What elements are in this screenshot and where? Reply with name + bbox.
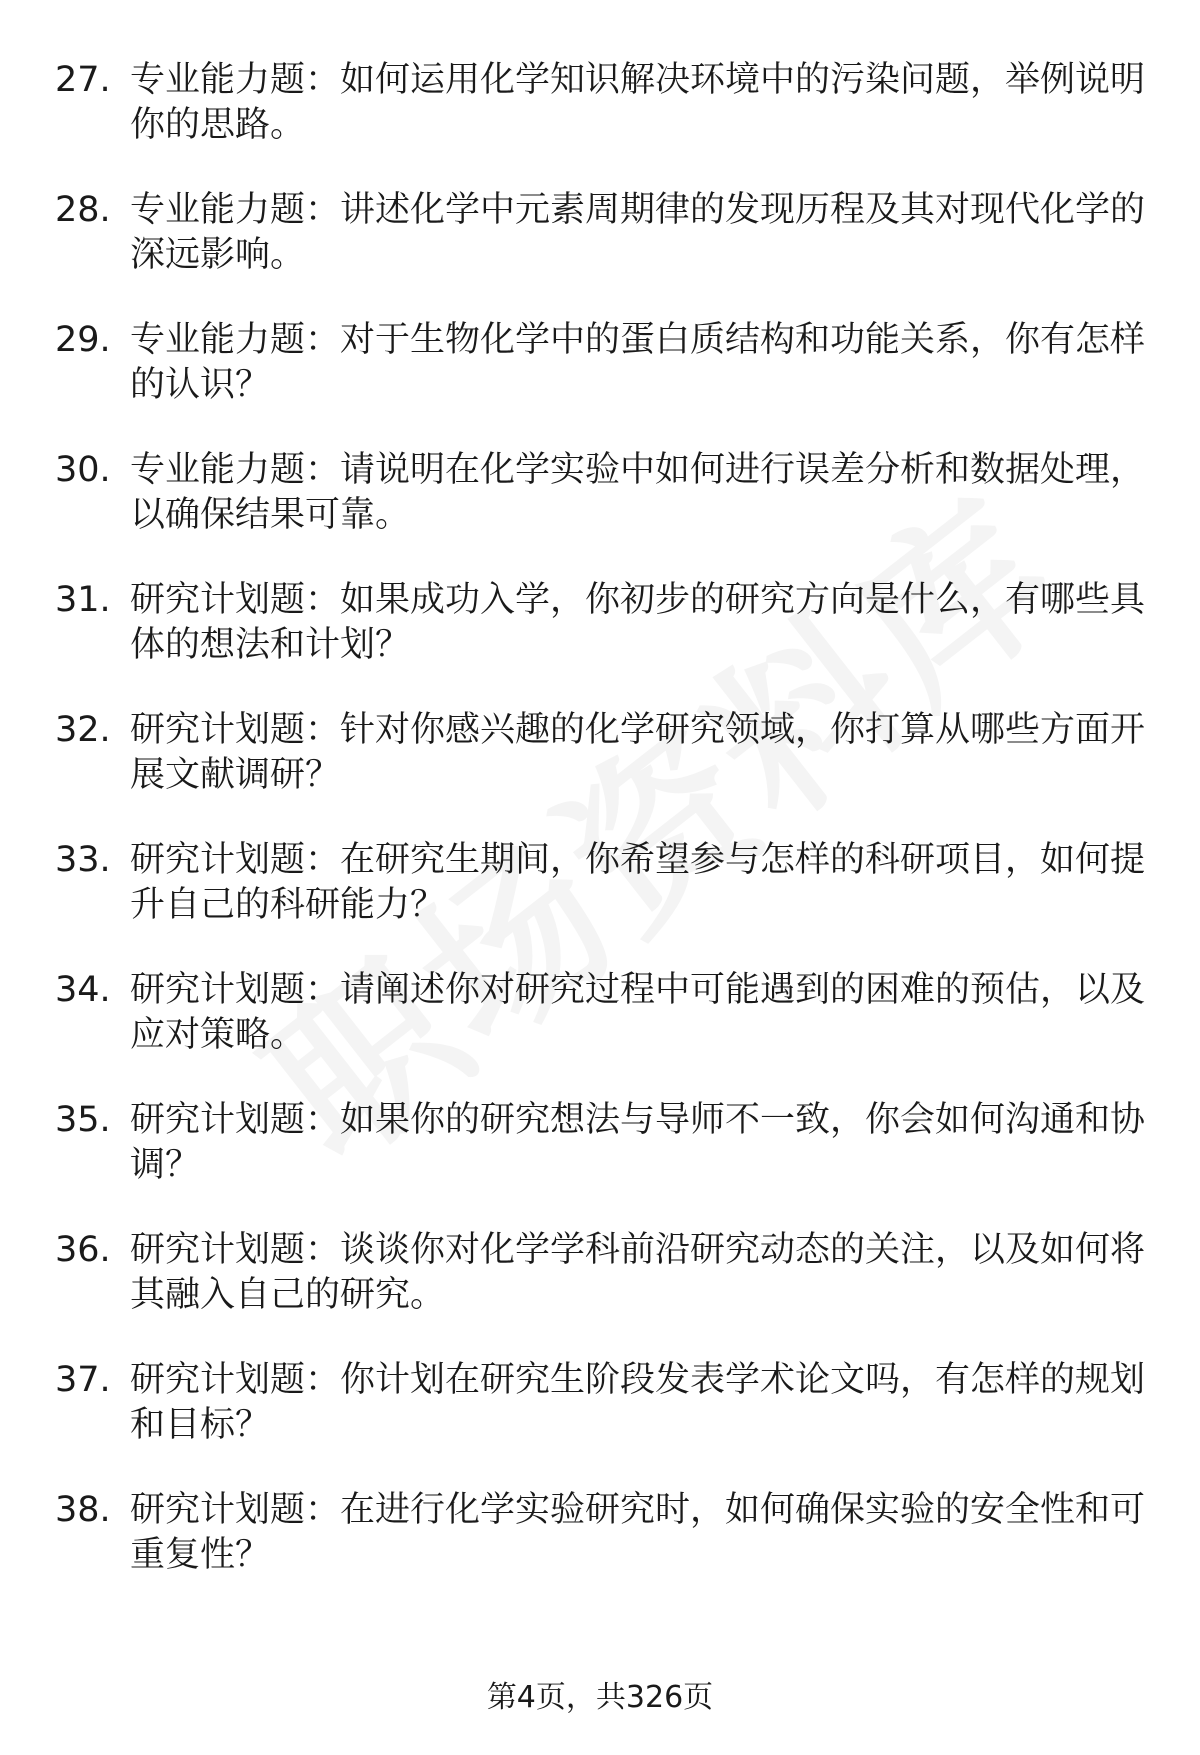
question-text: 研究计划题：在研究生期间，你希望参与怎样的科研项目，如何提升自己的科研能力？: [130, 840, 1146, 925]
question-item: [0, 1358, 1200, 1488]
question-list: [0, 58, 1200, 1618]
question-item: [0, 968, 1200, 1098]
question-number: 34.: [55, 970, 111, 1010]
question-text: 专业能力题：讲述化学中元素周期律的发现历程及其对现代化学的深远影响。: [130, 190, 1146, 275]
question-item: [0, 708, 1200, 838]
question-text: 研究计划题：如果你的研究想法与导师不一致，你会如何沟通和协调？: [130, 1100, 1146, 1185]
question-text: 研究计划题：如果成功入学，你初步的研究方向是什么，有哪些具体的想法和计划？: [130, 580, 1146, 665]
question-text: 研究计划题：谈谈你对化学学科前沿研究动态的关注，以及如何将其融入自己的研究。: [130, 1230, 1146, 1315]
question-text: 研究计划题：针对你感兴趣的化学研究领域，你打算从哪些方面开展文献调研？: [130, 710, 1146, 795]
question-number: 32.: [55, 710, 111, 750]
question-text: 研究计划题：你计划在研究生阶段发表学术论文吗，有怎样的规划和目标？: [130, 1360, 1146, 1445]
question-text: 专业能力题：请说明在化学实验中如何进行误差分析和数据处理，以确保结果可靠。: [130, 450, 1146, 535]
question-number: 35.: [55, 1100, 111, 1140]
question-text: 研究计划题：请阐述你对研究过程中可能遇到的困难的预估，以及应对策略。: [130, 970, 1146, 1055]
page-footer: 第4页，共326页: [486, 1680, 714, 1715]
question-number: 29.: [55, 320, 111, 360]
question-number: 28.: [55, 190, 111, 230]
question-item: [0, 58, 1200, 188]
question-text: 研究计划题：在进行化学实验研究时，如何确保实验的安全性和可重复性？: [130, 1490, 1146, 1575]
question-number: 37.: [55, 1360, 111, 1400]
question-item: [0, 1228, 1200, 1358]
question-item: [0, 318, 1200, 448]
question-number: 36.: [55, 1230, 111, 1270]
question-number: 30.: [55, 450, 111, 490]
question-item: [0, 578, 1200, 708]
question-item: [0, 188, 1200, 318]
question-text: 专业能力题：对于生物化学中的蛋白质结构和功能关系，你有怎样的认识？: [130, 320, 1146, 405]
question-number: 31.: [55, 580, 111, 620]
question-item: [0, 1488, 1200, 1618]
question-item: [0, 838, 1200, 968]
question-number: 27.: [55, 60, 111, 100]
question-text: 专业能力题：如何运用化学知识解决环境中的污染问题，举例说明你的思路。: [130, 60, 1146, 145]
question-item: [0, 448, 1200, 578]
question-item: [0, 1098, 1200, 1228]
question-number: 33.: [55, 840, 111, 880]
question-number: 38.: [55, 1490, 111, 1530]
